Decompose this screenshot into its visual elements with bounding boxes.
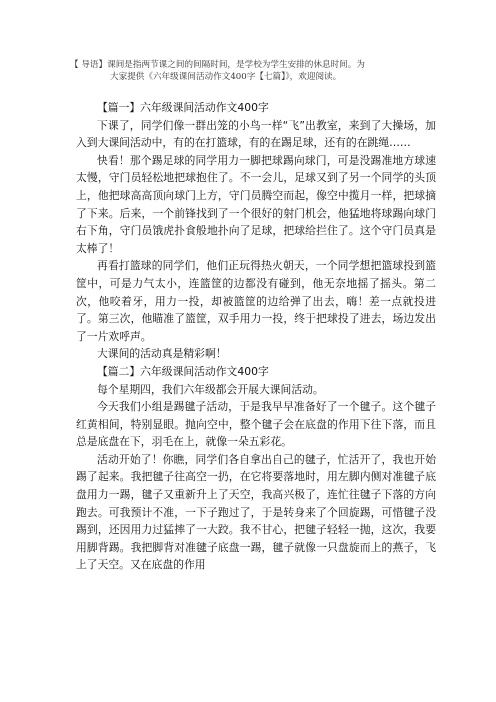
intro-note — [70, 59, 430, 83]
article-body — [76, 99, 436, 574]
article-2-paragraph: 每个星期四，我们六年级都会开展大课间活动。 — [97, 382, 324, 396]
intro-line-1: 【 导语】课间是指两节课之间的间隔时间，是学校为学生安排的休息时间。为 — [70, 60, 365, 70]
article-1-heading: 【篇一】六年级课间活动作文400字 — [97, 101, 269, 114]
article-2-paragraph: 活动开始了！你瞧，同学们各自拿出自己的毽子，忙活开了，我也开始踢了起来。我把毽子往高空一扔，在它将要落地时，用左脚内侧对准毽子底盘用力一踢，毽子又重新升上了天空，我高兴极了，连忙往毽子下落的方向跑去。可我预计不准，一下子跑过了，于是转身来了个回旋踢，可惜毽子没踢到，还因用力过猛摔了一大跤。我不甘心，把毽子轻轻一抛，这次，我要用脚背踢。我把脚背对准毽子底盘一踢，毽子就像一只盘旋而上的燕子，飞上了天空。又在底盘的作用 — [76, 452, 436, 572]
article-1-paragraph: 大课间的活动真是精彩啊！ — [97, 347, 227, 361]
article-1-paragraph: 再看打篮球的同学们，他们正玩得热火朝天，一个同学想把篮球投到篮筐中，可是力气太小，连篮筐的边都没有碰到，他无奈地摇了摇头。第二次，他咬着牙，用力一投，却被篮筐的边给弹了出去，嗨！差一点就投进了。第三次，他瞄准了篮筐，双手用力一投，终于把球投了进去，场边发出了一片欢呼声。 — [76, 259, 436, 343]
article-1-paragraph: 快看！那个踢足球的同学用力一脚把球踢向球门，可是没踢准地方球速太慢，守门员轻松地把球抱住了。不一会儿，足球又到了另一个同学的头顶上，他把球高高顶向球门上方，守门员腾空而起，像空中揽月一样，把球摘了下来。后来，一个前锋找到了一个很好的射门机会，他猛地将球踢向球门右下角，守门员饿虎扑食般地扑向了足球，把球给拦住了。这个守门员真是太棒了！ — [76, 153, 436, 255]
article-2-heading: 【篇二】六年级课间活动作文400字 — [97, 364, 269, 378]
article-1-paragraph: 下课了，同学们像一群出笼的小鸟一样“飞”出教室，来到了大操场，加入到大课间活动中，有的在打篮球，有的在踢足球，还有的在跳绳…… — [76, 118, 436, 150]
article-2-paragraph: 今天我们小组是踢毽子活动，于是我早早准备好了一个毽子。这个毽子红黄相间，特别显眼。抛向空中，整个毽子会在底盘的作用下往下落，而且总是底盘在下，羽毛在上，就像一朵五彩花。 — [76, 400, 436, 449]
intro-line-2: 大家提供《六年级课间活动作文400字【七篇】》，欢迎阅读。 — [110, 72, 342, 82]
